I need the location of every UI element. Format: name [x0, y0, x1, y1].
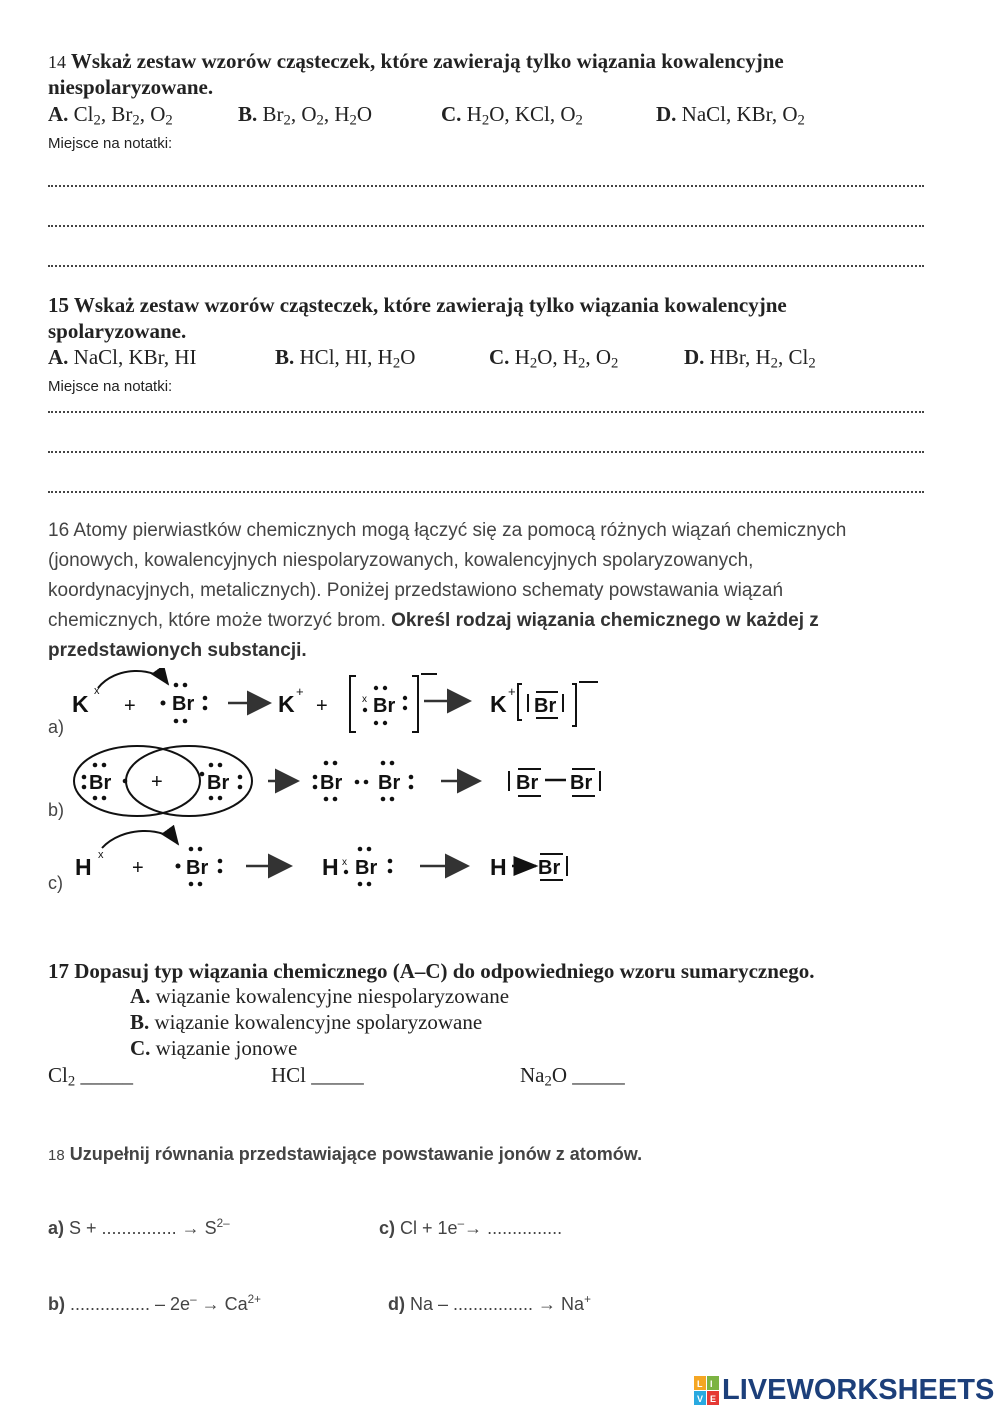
q17-item-c-text: wiązanie jonowe — [155, 1036, 298, 1060]
q14-title — [48, 48, 784, 75]
q17-title: 17 Dopasuj typ wiązania chemicznego (A–C) do odpowiedniego wzoru sumarycznego. — [48, 959, 815, 983]
diagram-row-b — [74, 746, 600, 816]
q18-a-label: a) — [48, 1218, 65, 1238]
q16-line-4-bold: Określ rodzaj wiązania chemicznego w każdej z — [391, 610, 819, 631]
a-br-product: Br — [534, 695, 557, 717]
q18-c-label: c) — [379, 1218, 396, 1238]
diagram-row-a — [72, 671, 598, 732]
q14-option-b-letter: B. — [238, 102, 258, 126]
a-br-ion: Br — [373, 695, 396, 717]
q17-item-b-text: wiązanie kowalencyjne spolaryzowane — [154, 1010, 483, 1034]
b-br-product-right: Br — [570, 772, 593, 794]
q14-notes-line-3[interactable] — [48, 265, 924, 267]
q14-title-line2: niespolaryzowane. — [48, 75, 214, 99]
q15-option-a-text: NaCl, KBr, HI — [73, 345, 197, 369]
q16-label-b: b) — [48, 800, 65, 820]
a-br-ion-x: x — [362, 694, 367, 705]
q16-line-3: koordynacyjnych, metalicznych). Poniżej przedstawiono schematy powstawania wiązań — [48, 580, 784, 601]
c-br-molecule: Br — [355, 857, 378, 879]
q17-blank-hcl[interactable]: HCl _____ — [271, 1063, 364, 1087]
a-br-atom: Br — [172, 693, 195, 715]
q15-notes-line-3[interactable] — [48, 491, 924, 493]
q16-lewis-diagrams — [60, 668, 620, 898]
logo-icon-letter-e: E — [710, 1394, 717, 1404]
c-h-x: x — [98, 849, 104, 861]
c-br-product: Br — [538, 857, 561, 879]
q18-number: 18 — [48, 1147, 65, 1164]
q14-notes-line-2[interactable] — [48, 225, 924, 227]
q17-blank-na2o[interactable]: $Na_2O$ _____ — [520, 1063, 625, 1090]
q14-option-b[interactable]: B. $Br_2$, $O_2$, $H_2O$ — [238, 102, 373, 129]
logo-icon-letter-l: L — [697, 1379, 703, 1389]
q14-number: 14 — [48, 52, 66, 72]
q14-notes-label: Miejsce na notatki: — [48, 135, 173, 152]
c-h-product: H — [490, 854, 507, 880]
q18-title-text: Uzupełnij równania przedstawiające powstawanie jonów z atomów. — [69, 1144, 643, 1164]
q16-line-1-text: Atomy pierwiastków chemicznych mogą łączyć się za pomocą różnych wiązań chemicznych — [73, 520, 847, 541]
b-br-product-left: Br — [516, 772, 539, 794]
q18-equation-d[interactable]: d) Na – ................ → Na+ — [388, 1292, 591, 1314]
q18-d-label: d) — [388, 1294, 405, 1314]
q15-option-a-letter: A. — [48, 345, 69, 369]
q15-option-b[interactable]: B. HCl, HI, $H_2O$ — [275, 345, 416, 372]
c-h-molecule: H — [322, 854, 339, 880]
a-plus-2: + — [316, 695, 328, 717]
q15-option-a[interactable] — [48, 345, 196, 370]
q18-equation-a[interactable]: a) S + ............... → $S^{2-}$ — [48, 1216, 230, 1238]
a-k-product: K — [490, 691, 507, 717]
q18-title — [48, 1144, 642, 1165]
b-br-right-2: Br — [378, 772, 401, 794]
q14-title-line1: Wskaż zestaw wzorów cząsteczek, które zawierają tylko wiązania kowalencyjne — [70, 49, 784, 73]
c-electron-transfer-arrow — [102, 831, 178, 848]
q14-option-c-letter: C. — [441, 102, 462, 126]
q15-option-c-letter: C. — [489, 345, 510, 369]
q16-line-4-plain: chemicznych, które może tworzyć brom. — [48, 610, 386, 631]
q16-line-5-bold: przedstawionych substancji. — [48, 640, 307, 661]
q17-item-c-letter: C. — [130, 1036, 151, 1060]
q16-line-4 — [48, 606, 819, 636]
logo-icon-letter-v: V — [697, 1394, 704, 1404]
a-electron-transfer-arrow — [98, 671, 168, 688]
c-plus: + — [132, 857, 144, 879]
q16-line-5 — [48, 636, 307, 666]
q18-equation-c[interactable]: c) Cl + 1e–→ ............... — [379, 1216, 563, 1238]
q17-item-b — [130, 1010, 482, 1035]
q14-notes-line-1[interactable] — [48, 185, 924, 187]
q17-item-a — [130, 984, 509, 1009]
q16-label-c: c) — [48, 873, 63, 893]
q15-option-c[interactable]: C. $H_2O$, $H_2$, $O_2$ — [489, 345, 619, 372]
liveworksheets-logo-text: LIVEWORKSHEETS — [722, 1374, 995, 1406]
c-h-atom: H — [75, 854, 92, 880]
q15-title-line1: Wskaż zestaw wzorów cząsteczek, które zawierają tylko wiązania kowalencyjne — [73, 293, 787, 317]
a-k-product-charge: + — [508, 684, 516, 699]
a-k-atom: K — [72, 691, 89, 717]
c-h-molecule-x: x — [342, 857, 347, 868]
q14-option-c[interactable]: C. $H_2O$, KCl, $O_2$ — [441, 102, 583, 129]
a-plus: + — [124, 695, 136, 717]
liveworksheets-logo-icon — [694, 1376, 720, 1406]
q16-line-2: (jonowych, kowalencyjnych niespolaryzowanych, kowalencyjnych spolaryzowanych, — [48, 550, 754, 571]
q15-title — [48, 292, 787, 318]
diagram-row-c — [75, 831, 567, 886]
q17-item-b-letter: B. — [130, 1010, 150, 1034]
q17-item-a-text: wiązanie kowalencyjne niespolaryzowane — [155, 984, 510, 1008]
a-k-x: x — [94, 685, 100, 697]
q17-blank-cl2[interactable]: $Cl_2$ _____ — [48, 1063, 133, 1090]
q16-number: 16 — [48, 520, 70, 541]
q15-notes-line-1[interactable] — [48, 411, 924, 413]
q14-option-d-letter: D. — [656, 102, 677, 126]
q14-option-a-letter: A. — [48, 102, 69, 126]
b-br-left-2: Br — [320, 772, 343, 794]
q15-number: 15 — [48, 293, 69, 317]
q17-item-a-letter: A. — [130, 984, 151, 1008]
q15-notes-label: Miejsce na notatki: — [48, 378, 173, 395]
a-k-ion: K — [278, 691, 295, 717]
q18-b-label: b) — [48, 1294, 65, 1314]
q15-option-d[interactable]: D. HBr, $H_2$, $Cl_2$ — [684, 345, 816, 372]
q15-option-b-letter: B. — [275, 345, 295, 369]
b-br-left: Br — [89, 772, 112, 794]
c-br-atom: Br — [186, 857, 209, 879]
q14-option-d[interactable]: D. NaCl, KBr, $O_2$ — [656, 102, 805, 129]
a-k-charge: + — [296, 684, 304, 699]
q15-option-d-letter: D. — [684, 345, 705, 369]
q17-item-c — [130, 1036, 297, 1061]
b-br-right: Br — [207, 772, 230, 794]
q14-option-a[interactable]: A. $Cl_2$, $Br_2$, $O_2$ — [48, 102, 173, 129]
q18-equation-b[interactable]: b) ................ – $2e^- \to Ca^{2+}$ — [48, 1292, 261, 1314]
q15-title-line2: spolaryzowane. — [48, 319, 187, 343]
q16-line-1 — [48, 516, 846, 546]
b-plus: + — [151, 771, 163, 793]
q16-label-a: a) — [48, 717, 65, 737]
logo-icon-letter-i: I — [710, 1379, 713, 1389]
q15-notes-line-2[interactable] — [48, 451, 924, 453]
